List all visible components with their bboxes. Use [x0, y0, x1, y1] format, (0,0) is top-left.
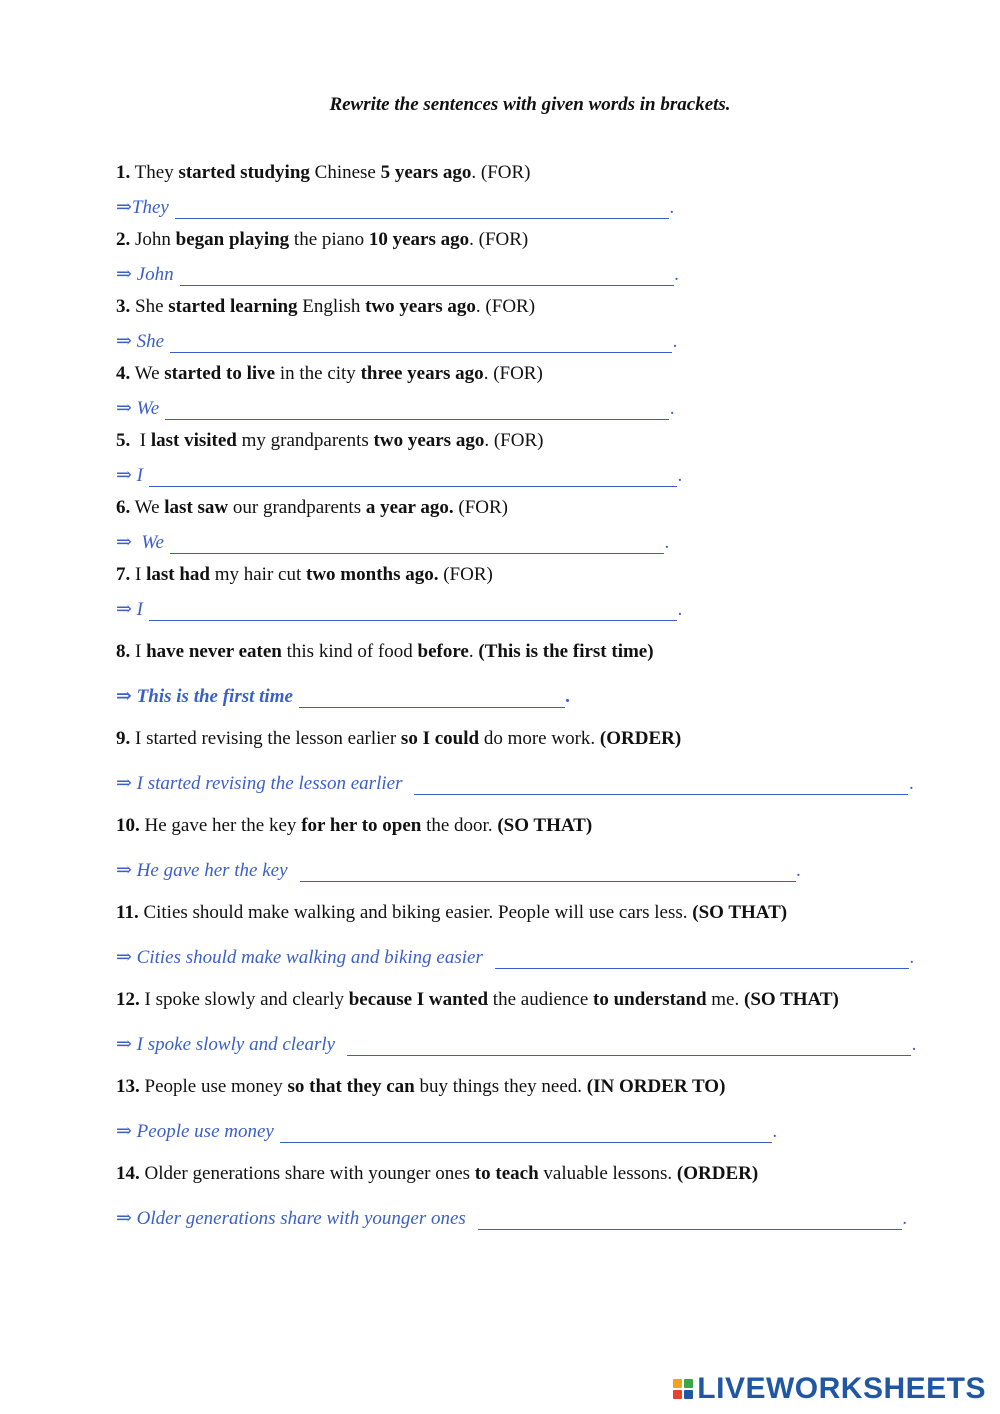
logo-mark-icon	[673, 1379, 693, 1399]
answer-period: .	[670, 398, 675, 419]
question-number: 11.	[116, 902, 139, 923]
question-text-segment: for her to open	[301, 815, 422, 836]
answer-prefix: ⇒ She	[116, 331, 165, 352]
question-text-segment: (FOR)	[453, 497, 509, 518]
answer-input[interactable]	[495, 950, 909, 969]
question-text-segment: Cities should make walking and biking easier. People will use cars less.	[138, 902, 693, 923]
question-number: 9.	[116, 728, 131, 749]
answer-line-13	[116, 1120, 778, 1143]
question-3	[116, 296, 535, 318]
question-text-segment: have never eaten	[146, 641, 282, 662]
answer-line-7	[116, 598, 683, 621]
answer-line-14	[116, 1207, 908, 1230]
question-text-segment: last had	[146, 564, 210, 585]
answer-prefix: ⇒ We	[116, 398, 160, 419]
logo-text: LIVEWORKSHEETS	[697, 1372, 986, 1405]
answer-line-6	[116, 531, 670, 554]
question-text-segment: (This is the first time)	[478, 641, 654, 662]
answer-period: .	[673, 331, 678, 352]
answer-period: .	[912, 1034, 917, 1055]
answer-input[interactable]	[414, 776, 908, 795]
question-6	[116, 497, 508, 519]
question-number: 7.	[116, 564, 131, 585]
question-text-segment: before	[417, 641, 469, 662]
question-text-segment: began playing	[175, 229, 290, 250]
answer-line-2	[116, 263, 679, 286]
question-text-segment: the audience	[488, 989, 594, 1010]
question-text-segment: (FOR)	[438, 564, 493, 585]
answer-period: .	[796, 860, 802, 881]
answer-input[interactable]	[280, 1124, 772, 1143]
question-text-segment: I	[130, 641, 147, 662]
question-text-segment: the door.	[421, 815, 498, 836]
answer-period: .	[902, 1208, 908, 1229]
answer-prefix: ⇒ People use money	[116, 1121, 274, 1142]
answer-input[interactable]	[170, 535, 664, 554]
question-text-segment: They	[130, 162, 179, 183]
answer-input[interactable]	[347, 1037, 911, 1056]
answer-line-8	[116, 685, 571, 708]
answer-line-4	[116, 397, 675, 420]
question-number: 2.	[116, 229, 131, 250]
question-10	[116, 815, 592, 837]
question-text-segment: a year ago.	[365, 497, 454, 518]
question-text-segment: . (FOR)	[484, 430, 544, 451]
answer-input[interactable]	[300, 863, 796, 882]
question-13	[116, 1076, 725, 1098]
question-text-segment: the piano	[289, 229, 369, 250]
question-12	[116, 989, 839, 1011]
question-number: 14.	[116, 1163, 140, 1184]
question-text-segment: so I could	[400, 728, 480, 749]
question-text-segment: last saw	[164, 497, 229, 518]
question-text-segment: our grandparents	[228, 497, 366, 518]
answer-line-12	[116, 1033, 917, 1056]
question-text-segment: (SO THAT)	[497, 815, 593, 836]
question-text-segment: started learning	[168, 296, 298, 317]
question-text-segment: I spoke slowly and clearly	[139, 989, 349, 1010]
question-text-segment: (SO THAT)	[692, 902, 788, 923]
question-text-segment: two years ago	[373, 430, 485, 451]
answer-input[interactable]	[478, 1211, 902, 1230]
question-text-segment: . (FOR)	[471, 162, 531, 183]
question-text-segment: (SO THAT)	[744, 989, 839, 1010]
question-text-segment: to teach	[474, 1163, 539, 1184]
answer-period: .	[678, 465, 683, 486]
answer-period: .	[909, 773, 915, 794]
answer-prefix: ⇒ I	[116, 465, 143, 486]
question-text-segment: People use money	[139, 1076, 288, 1097]
answer-prefix: ⇒They	[116, 197, 169, 218]
question-text-segment: He gave her the key	[139, 815, 302, 836]
answer-input[interactable]	[149, 602, 677, 621]
question-text-segment: to understand	[593, 989, 707, 1010]
question-text-segment: three years ago	[360, 363, 484, 384]
question-7	[116, 564, 493, 586]
answer-prefix: ⇒ We	[116, 532, 164, 553]
question-text-segment: 10 years ago	[368, 229, 470, 250]
answer-input[interactable]	[299, 689, 565, 708]
question-text-segment: started studying	[178, 162, 310, 183]
question-9	[116, 728, 681, 750]
question-number: 13.	[116, 1076, 140, 1097]
answer-prefix: ⇒ Older generations share with younger ones	[116, 1208, 466, 1229]
question-text-segment: do more work.	[479, 728, 600, 749]
question-text-segment: so that they can	[287, 1076, 415, 1097]
question-text-segment: two months ago.	[306, 564, 439, 585]
question-text-segment: . (FOR)	[483, 363, 543, 384]
question-text-segment: English	[297, 296, 366, 317]
question-text-segment: I	[130, 430, 151, 451]
question-text-segment: Chinese	[309, 162, 381, 183]
question-text-segment: because I wanted	[348, 989, 489, 1010]
question-text-segment: valuable lessons.	[538, 1163, 677, 1184]
answer-prefix: ⇒ I	[116, 599, 143, 620]
question-text-segment: me.	[706, 989, 744, 1010]
question-number: 8.	[116, 641, 131, 662]
question-text-segment: Older generations share with younger ones	[139, 1163, 475, 1184]
question-number: 6.	[116, 497, 131, 518]
answer-period: .	[664, 532, 670, 553]
question-number: 10.	[116, 815, 140, 836]
question-text-segment: in the city	[275, 363, 361, 384]
question-8	[116, 641, 654, 663]
question-text-segment: (IN ORDER TO)	[586, 1076, 726, 1097]
answer-prefix: ⇒ I started revising the lesson earlier	[116, 773, 403, 794]
question-text-segment: started to live	[164, 363, 276, 384]
question-text-segment: two years ago	[365, 296, 476, 317]
question-5	[116, 430, 543, 452]
liveworksheets-logo	[673, 1372, 986, 1406]
answer-input[interactable]	[170, 334, 672, 353]
question-text-segment: this kind of food	[281, 641, 418, 662]
answer-prefix: ⇒ I spoke slowly and clearly	[116, 1034, 336, 1055]
question-text-segment: She	[130, 296, 169, 317]
answer-line-5	[116, 464, 683, 487]
question-number: 3.	[116, 296, 131, 317]
answer-prefix: ⇒ This is the first time	[116, 686, 293, 707]
answer-line-9	[116, 772, 914, 795]
question-text-segment: We	[130, 363, 165, 384]
question-text-segment: (ORDER)	[599, 728, 682, 749]
answer-prefix: ⇒ Cities should make walking and biking easier	[116, 947, 483, 968]
question-number: 4.	[116, 363, 131, 384]
question-text-segment: . (FOR)	[475, 296, 536, 317]
question-text-segment: my hair cut	[209, 564, 306, 585]
answer-period: .	[674, 264, 680, 285]
question-text-segment: I	[130, 564, 147, 585]
answer-prefix: ⇒ He gave her the key	[116, 860, 288, 881]
question-4	[116, 363, 543, 385]
question-number: 12.	[116, 989, 140, 1010]
worksheet-title: Rewrite the sentences with given words in brackets.	[329, 94, 731, 115]
answer-period: .	[772, 1121, 778, 1142]
question-14	[116, 1163, 758, 1185]
question-number: 1.	[116, 162, 131, 183]
answer-input[interactable]	[180, 267, 674, 286]
answer-period: .	[909, 947, 915, 968]
answer-period: .	[565, 686, 571, 707]
question-text-segment: . (FOR)	[469, 229, 529, 250]
question-1	[116, 162, 531, 184]
question-11	[116, 902, 787, 924]
question-text-segment: 5 years ago	[380, 162, 472, 183]
question-2	[116, 229, 528, 251]
question-text-segment: buy things they need.	[414, 1076, 587, 1097]
question-text-segment: last visited	[150, 430, 237, 451]
answer-period: .	[669, 197, 675, 218]
question-text-segment: (ORDER)	[676, 1163, 759, 1184]
answer-line-10	[116, 859, 801, 882]
answer-line-11	[116, 946, 915, 969]
question-text-segment: .	[468, 641, 479, 662]
question-text-segment: We	[130, 497, 165, 518]
answer-input[interactable]	[149, 468, 677, 487]
answer-line-1	[116, 196, 675, 219]
answer-period: .	[678, 599, 683, 620]
question-text-segment: my grandparents	[236, 430, 374, 451]
answer-line-3	[116, 330, 678, 353]
answer-input[interactable]	[175, 200, 669, 219]
answer-prefix: ⇒ John	[116, 264, 174, 285]
question-text-segment: John	[130, 229, 176, 250]
question-text-segment: I started revising the lesson earlier	[130, 728, 401, 749]
answer-input[interactable]	[165, 401, 669, 420]
question-number: 5.	[116, 430, 131, 451]
